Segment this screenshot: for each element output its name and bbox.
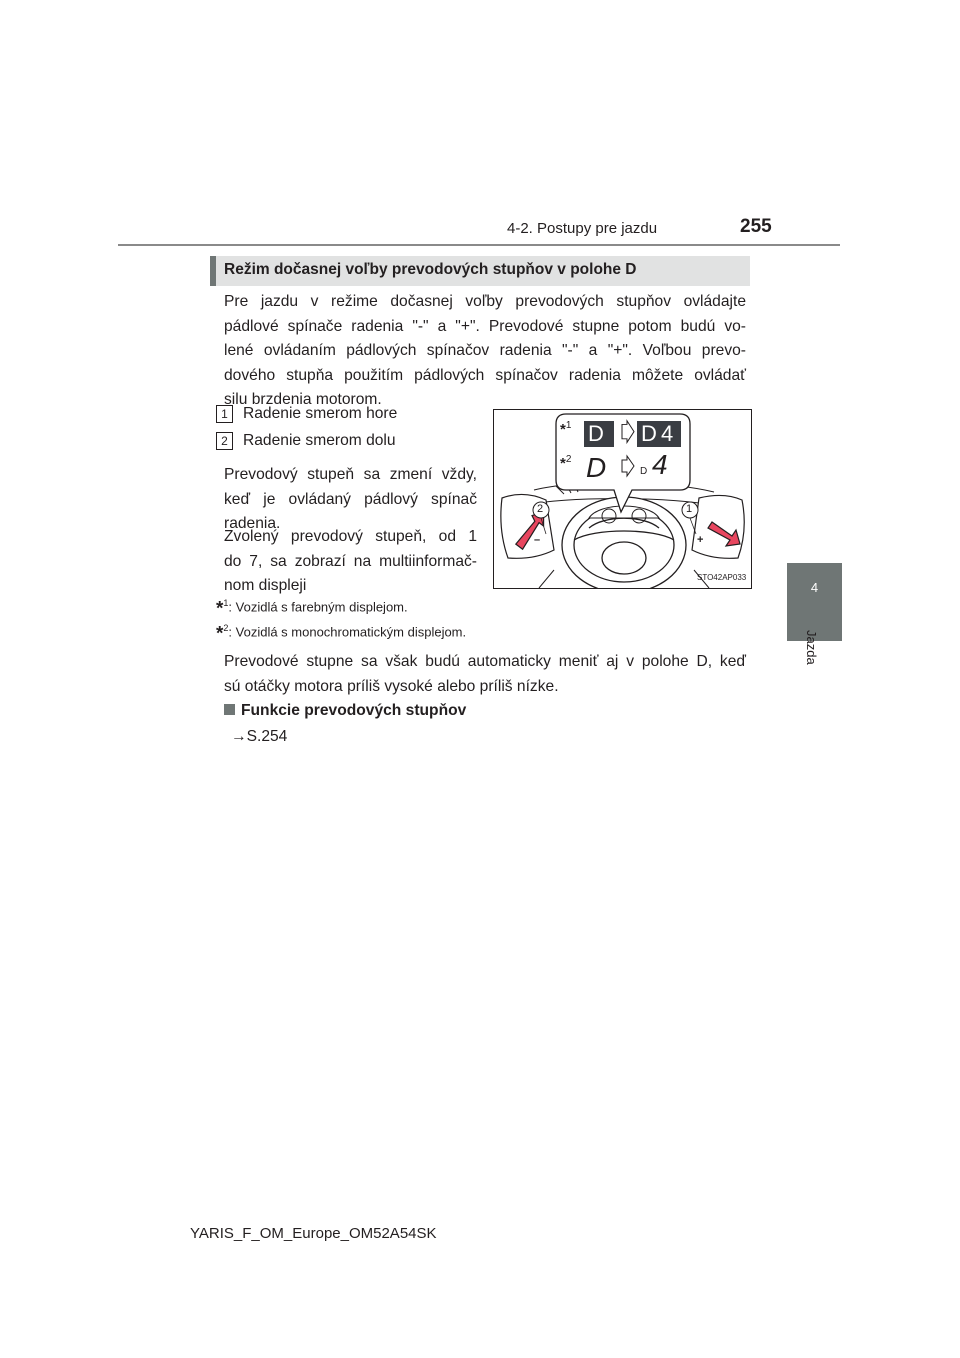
- footnote-1: [216, 598, 408, 620]
- callout-1: 1: [686, 503, 693, 515]
- item-number-1: 1: [216, 405, 233, 423]
- figure-code: STO42AP033: [697, 573, 747, 582]
- subheading: [224, 702, 466, 720]
- item-number-2: 2: [216, 432, 233, 450]
- mono-from-gear: D: [586, 452, 607, 483]
- shift-note-line: keď je ovládaný pádlový spínač: [224, 490, 477, 508]
- display-note: [224, 525, 477, 599]
- intro-line: dového stupňa použitím pádlových spínačov radenia môžete ovládať: [224, 366, 746, 384]
- figure-star-2: [560, 454, 571, 472]
- plus-paddle-label: +: [697, 534, 704, 546]
- star-number: 1: [565, 420, 572, 431]
- footnote-text: : Vozidlá s monochromatickým displejom.: [228, 624, 467, 640]
- page-number: 255: [740, 216, 772, 237]
- chapter-label-wrap: [782, 630, 842, 710]
- item-label-upshift: Radenie smerom hore: [243, 405, 398, 422]
- chapter-label: Jazda: [804, 630, 819, 665]
- item-label-downshift: Radenie smerom dolu: [243, 432, 396, 449]
- minus-paddle-label: –: [534, 534, 541, 546]
- intro-line: silu brzdenia motorom.: [224, 391, 382, 408]
- intro-line: pádlové spínače radenia "-" a "+". Prevodové stupne potom budú vo-: [224, 317, 746, 335]
- star-mark: *: [560, 421, 566, 438]
- header-rule: [118, 244, 840, 246]
- page-reference-link[interactable]: →S.254: [231, 728, 288, 745]
- paddle-shift-figure: [493, 409, 752, 589]
- document-code: YARIS_F_OM_Europe_OM52A54SK: [190, 1225, 437, 1242]
- shift-note-line: Prevodový stupeň sa zmení vždy,: [224, 466, 477, 483]
- color-from-gear: D: [588, 421, 604, 446]
- callout-2: 2: [537, 503, 544, 515]
- display-note-line: nom displeji: [224, 577, 307, 594]
- mono-to-mode: D: [640, 466, 648, 477]
- subheading-text: Funkcie prevodových stupňov: [241, 702, 467, 719]
- footnote-text: : Vozidlá s farebným displejom.: [228, 599, 408, 615]
- figure-star-1: [560, 420, 571, 438]
- intro-line: lené ovládaním pádlových spínačov radenia "-" a "+". Voľbou prevo-: [224, 342, 746, 359]
- footnote-star: *: [216, 598, 224, 620]
- footnote-2: [216, 623, 466, 645]
- star-number: 2: [565, 454, 572, 465]
- star-mark: *: [560, 455, 566, 472]
- footnote-number: 2: [223, 623, 229, 633]
- shift-note-line: radenia.: [224, 515, 281, 532]
- auto-shift-note: [224, 650, 746, 699]
- intro-line: Pre jazdu v režime dočasnej voľby prevodových stupňov ovládajte: [224, 293, 746, 310]
- footnote-number: 1: [223, 598, 229, 608]
- right-paddle: [692, 495, 744, 558]
- figure-illustration: [494, 410, 751, 588]
- square-bullet-icon: [224, 704, 235, 715]
- auto-note-line: sú otáčky motora príliš vysoké alebo príliš nízke.: [224, 677, 559, 695]
- auto-note-line: Prevodové stupne sa však budú automaticky meniť aj v polohe D, keď: [224, 653, 746, 670]
- section-title: Režim dočasnej voľby prevodových stupňov v polohe D: [224, 261, 637, 278]
- section-title-accent: [210, 256, 216, 286]
- header-section-title: 4-2. Postupy pre jazdu: [507, 220, 658, 237]
- chapter-number: 4: [810, 580, 819, 595]
- display-note-line: do 7, sa zobrazí na multiinformač-: [224, 552, 477, 570]
- color-to-gear: 4: [661, 421, 674, 446]
- intro-paragraph: [224, 290, 746, 413]
- display-note-line: Zvolený prevodový stupeň, od 1: [224, 528, 477, 545]
- color-to-mode: D: [641, 421, 657, 446]
- mono-to-gear: 4: [652, 449, 668, 480]
- footnote-star: *: [216, 623, 224, 645]
